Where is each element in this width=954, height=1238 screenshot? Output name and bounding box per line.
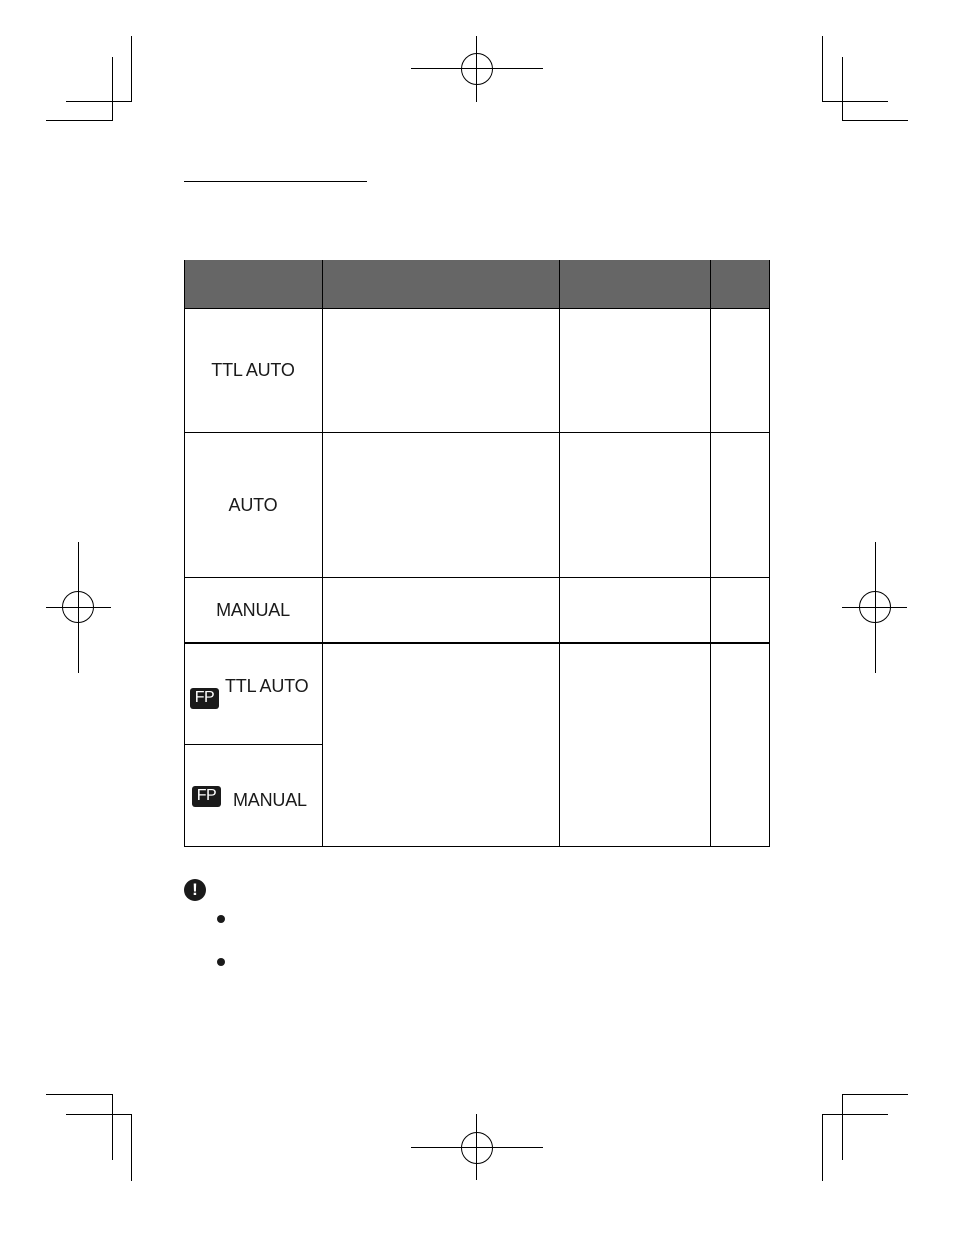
crop-mark-line	[112, 1094, 113, 1160]
row-divider	[184, 432, 770, 433]
crop-mark-line	[842, 1094, 843, 1160]
crop-mark-line	[822, 36, 823, 102]
registration-mark-circle	[461, 1132, 493, 1164]
note-bullet	[217, 915, 225, 923]
column-divider	[559, 260, 560, 847]
section-title-underline	[184, 181, 367, 182]
crop-mark-line	[131, 36, 132, 102]
row-divider	[184, 744, 323, 745]
crop-mark-line	[822, 1114, 823, 1181]
crop-mark-line	[822, 1114, 888, 1115]
crop-mark-line	[842, 57, 843, 121]
crop-mark-line	[112, 57, 113, 121]
row-divider	[184, 308, 770, 309]
crop-mark-line	[46, 120, 113, 121]
registration-mark-circle	[461, 53, 493, 85]
table-header-row	[184, 260, 770, 309]
table-border	[184, 846, 770, 847]
crop-mark-line	[131, 1114, 132, 1181]
crop-mark-line	[66, 101, 132, 102]
note-bullet	[217, 958, 225, 966]
table-border	[769, 260, 770, 847]
crop-mark-line	[842, 1094, 908, 1095]
row-divider	[184, 577, 770, 578]
mode-label-manual: MANUAL	[216, 600, 290, 620]
column-divider	[710, 260, 711, 847]
column-divider	[322, 260, 323, 847]
flash-mode-table	[184, 260, 770, 847]
table-border	[184, 260, 185, 847]
mode-label-auto: AUTO	[228, 495, 278, 515]
row-divider	[184, 642, 770, 644]
crop-mark-line	[46, 1094, 113, 1095]
mode-label-fp-manual: MANUAL	[233, 790, 307, 810]
registration-mark-circle	[859, 591, 891, 623]
crop-mark-line	[842, 120, 908, 121]
fp-badge-icon: FP	[192, 786, 221, 807]
crop-mark-line	[822, 101, 888, 102]
exclamation-warning-icon: !	[184, 879, 206, 901]
crop-mark-line	[66, 1114, 132, 1115]
registration-mark-circle	[62, 591, 94, 623]
mode-label-ttl-auto: TTL AUTO	[211, 360, 295, 380]
fp-badge-icon: FP	[190, 688, 219, 709]
mode-label-fp-ttl-auto: TTL AUTO	[225, 676, 309, 696]
